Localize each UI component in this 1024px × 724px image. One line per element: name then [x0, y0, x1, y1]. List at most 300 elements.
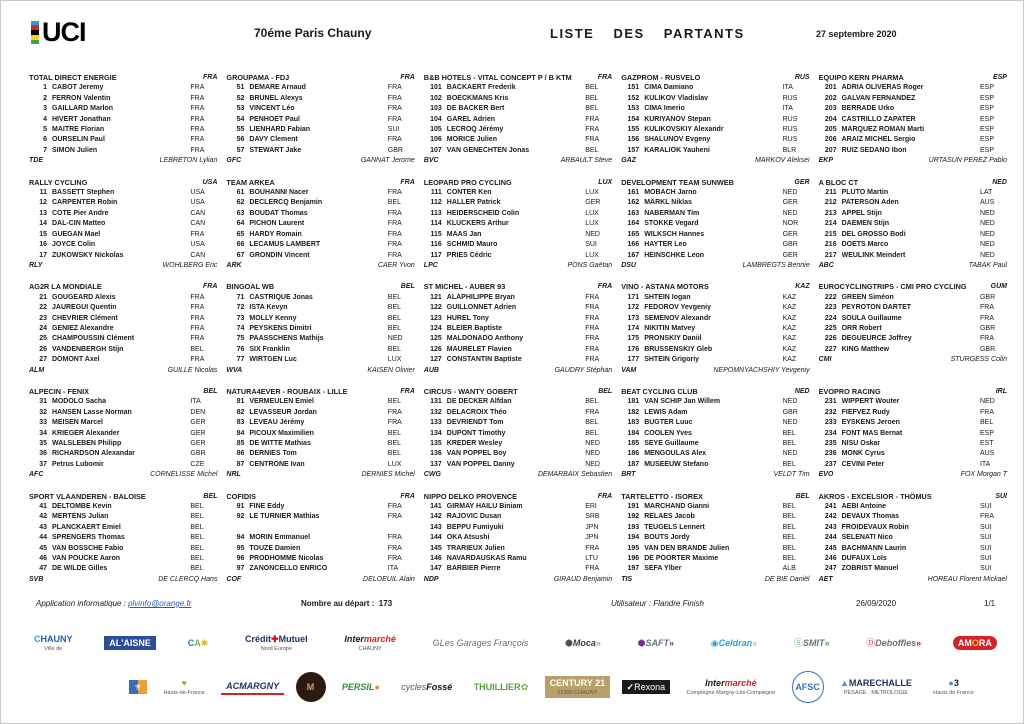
rider-row — [29, 219, 217, 229]
rider-name: KULIKOV Vladislav — [644, 94, 708, 102]
team-code: LPC — [423, 261, 438, 269]
rider-number: 51 — [236, 84, 245, 92]
rider-name: VAN DEN BRANDE Julien — [644, 544, 730, 552]
rider-nationality: GER — [782, 230, 798, 238]
rider-row — [226, 429, 414, 439]
rider-nationality: NED — [585, 440, 600, 447]
rider-row — [29, 230, 217, 240]
rider-name: FONT MAS Bernat — [841, 429, 903, 437]
rider-nationality: KAZ — [782, 356, 797, 364]
team-block — [424, 387, 612, 481]
rider-row — [226, 512, 414, 522]
team-header — [621, 178, 809, 188]
rider-row — [819, 544, 1007, 554]
team-country-label: RUS — [794, 74, 810, 81]
rider-number: 115 — [430, 230, 442, 238]
team-header — [29, 282, 217, 292]
team-code: ALM — [29, 366, 45, 374]
team-code: RLY — [29, 261, 43, 269]
rider-number: 161 — [627, 189, 640, 197]
rider-number: 173 — [627, 314, 640, 322]
rider-name: GAILLARD Marlon — [52, 105, 114, 113]
rider-nationality: BEL — [782, 555, 796, 563]
rider-name: PICHON Laurent — [249, 220, 305, 228]
app-email-link[interactable]: plvinfo@orange.fr — [128, 599, 192, 608]
rider-row — [621, 345, 809, 355]
rider-name: VAN SCHIP Jan Willem — [644, 398, 721, 406]
rider-nationality: GER — [190, 419, 206, 427]
team-country-label: NED — [992, 178, 1007, 186]
rider-nationality: NED — [387, 335, 403, 343]
rider-nationality: BLR — [782, 146, 797, 154]
team-footer — [621, 470, 809, 480]
rider-number: 122 — [430, 304, 442, 312]
rider-name: AEBI Antoine — [841, 503, 887, 511]
team-block — [819, 492, 1007, 586]
rider-number: 75 — [236, 335, 245, 343]
team-footer — [621, 366, 809, 376]
credit-mutuel-label: Crédit ✚ Mutuel — [245, 634, 308, 645]
rider-name: VAN GENECHTEN Jonas — [446, 146, 530, 154]
rider-nationality: BEL — [387, 304, 402, 312]
rider-name: BEPPU Fumiyuki — [446, 523, 504, 531]
rider-nationality: EST — [979, 440, 994, 447]
rider-row — [819, 345, 1007, 355]
team-director: ARBAULT Steve — [560, 157, 613, 165]
rider-nationality: CAN — [190, 209, 206, 217]
team-header — [819, 73, 1007, 83]
team-name: EVOPRO RACING — [818, 386, 881, 396]
rider-number: 174 — [627, 324, 640, 332]
rider-nationality: NED — [782, 450, 798, 458]
rider-number: 56 — [236, 136, 245, 144]
rider-name — [249, 523, 387, 533]
rider-name: MUSEEUW Stefano — [644, 460, 709, 468]
rider-number: 133 — [430, 419, 442, 427]
afsc-logo — [792, 671, 824, 703]
team-header — [29, 73, 217, 83]
rider-name: STOKKE Vegard — [644, 220, 699, 228]
rider-number: 191 — [627, 503, 640, 511]
rider-row — [29, 355, 217, 365]
team-block — [424, 282, 612, 376]
rider-name: BASSETT Stephen — [52, 189, 115, 197]
rider-row — [226, 408, 414, 418]
rider-number: 121 — [430, 293, 442, 301]
rider-number: 175 — [627, 335, 640, 343]
rider-name: MODOLO Sacha — [52, 398, 107, 406]
rider-name: KLUCKERS Arthur — [446, 220, 509, 228]
rider-nationality: BEL — [782, 460, 796, 468]
rider-number: 17 — [39, 251, 47, 259]
ac-margny-logo — [221, 679, 284, 695]
rider-name: HEIDERSCHEID Colin — [446, 209, 520, 217]
team-footer — [819, 261, 1007, 271]
team-code: COF — [226, 575, 242, 583]
rider-row — [226, 230, 414, 240]
rider-name: PLANCKAERT Emiel — [52, 523, 121, 531]
rider-nationality: FRA — [190, 115, 205, 123]
rider-number: 163 — [627, 209, 640, 217]
rider-number: 37 — [39, 460, 47, 468]
rider-row — [29, 293, 217, 303]
saft-logo — [633, 636, 679, 650]
team-footer — [226, 575, 414, 585]
rider-name: TEUGELS Lennert — [644, 523, 705, 531]
rider-name: RAJOVIC Dusan — [446, 513, 502, 521]
rider-nationality: LUX — [585, 251, 599, 259]
rider-nationality: CAN — [190, 251, 206, 259]
rider-name: DEVRIENDT Tom — [446, 419, 504, 427]
rider-nationality: GER — [782, 199, 798, 207]
team-name: AKROS - EXCELSIOR - THÖMUS — [818, 491, 932, 501]
rider-nationality: FRA — [387, 544, 402, 552]
celdran-label: ◉ Celdran » — [710, 637, 758, 648]
rider-name: GALVAN FERNANDEZ — [841, 94, 916, 102]
agglo-chauny-tergnier-la-fere-logo — [183, 636, 214, 650]
rider-row — [424, 334, 612, 344]
team-director: GAUDRY Stéphan — [554, 366, 613, 374]
rider-nationality: FRA — [387, 251, 402, 259]
team-footer — [621, 261, 809, 271]
rider-row — [424, 209, 612, 219]
rider-name: MORICE Julien — [446, 136, 497, 144]
rider-number: 31 — [39, 398, 47, 406]
rider-name: SHTEIN Iogan — [644, 293, 691, 301]
rider-name: TOUZE Damien — [249, 544, 301, 552]
rider-nationality: ESP — [979, 115, 994, 123]
rider-name: ALAPHILIPPE Bryan — [446, 293, 515, 301]
rider-name: DE BACKER Bert — [446, 105, 505, 113]
rider-row — [424, 251, 612, 261]
rider-number: 234 — [824, 429, 837, 437]
rider-name: DUFAUX Loïs — [841, 555, 887, 563]
rider-number: 126 — [430, 345, 442, 353]
rider-row — [621, 230, 809, 240]
rider-nationality: NED — [979, 220, 995, 228]
france-3-label: ● 3 — [948, 678, 959, 689]
team-country-label: FRA — [400, 492, 415, 500]
rider-number: 176 — [627, 345, 640, 353]
cycles-du-fosse-label: cycles Fossé — [401, 681, 453, 692]
rider-name: DECLERCQ Benjamin — [249, 199, 323, 207]
team-code: CWG — [423, 471, 441, 479]
rider-name: MOLLY Kenny — [249, 314, 297, 322]
rider-name: BLEIER Baptiste — [446, 324, 503, 332]
rider-nationality: CZE — [190, 460, 205, 468]
rider-nationality: NED — [979, 209, 995, 217]
rider-name: BOUTS Jordy — [644, 534, 690, 542]
rider-row — [226, 219, 414, 229]
team-country-label: BEL — [400, 283, 415, 291]
rider-nationality: FRA — [190, 146, 205, 154]
rider-row — [424, 135, 612, 145]
team-block — [819, 387, 1007, 481]
rider-row — [29, 83, 217, 93]
team-director: URTASUN PEREZ Pablo — [928, 157, 1007, 165]
rider-number: 73 — [236, 314, 245, 322]
print-date: 26/09/2020 — [856, 599, 897, 608]
rider-name: DAEMEN Stijn — [841, 220, 890, 228]
team-code: CMI — [818, 356, 832, 364]
team-name: COFIDIS — [226, 491, 256, 501]
rider-number: 224 — [824, 314, 837, 322]
rider-name: DE WITTE Mathias — [249, 440, 311, 447]
rider-name: CARPENTER Robin — [52, 199, 118, 207]
rider-row — [424, 439, 612, 449]
rider-number: 226 — [824, 335, 837, 343]
rider-number: 63 — [236, 209, 245, 217]
rider-nationality: FRA — [190, 230, 205, 238]
team-director: GANNAT Jerome — [360, 157, 415, 165]
rider-nationality: GBR — [782, 408, 798, 416]
rider-nationality: ESP — [979, 94, 994, 102]
rider-row — [819, 209, 1007, 219]
rider-list — [819, 502, 1007, 575]
document-title: LISTE DES PARTANTS — [550, 26, 745, 41]
rider-row — [424, 460, 612, 470]
rider-number: 124 — [430, 324, 442, 332]
rider-row — [819, 429, 1007, 439]
rider-row — [226, 345, 414, 355]
team-code: WVA — [226, 366, 243, 374]
rider-row — [819, 135, 1007, 145]
rider-nationality: FRA — [387, 230, 402, 238]
rider-number: 16 — [39, 241, 47, 249]
rider-name: MÄRKL Niklas — [644, 199, 692, 207]
rider-row — [226, 115, 414, 125]
rider-nationality: FRA — [585, 304, 600, 312]
rider-number: 94 — [236, 534, 245, 542]
rider-number: 106 — [430, 136, 442, 144]
rider-number: 223 — [824, 304, 837, 312]
rider-list — [621, 293, 809, 366]
rider-row — [226, 251, 414, 261]
thuillier-logo — [469, 680, 534, 694]
rider-nationality: ESP — [979, 136, 994, 144]
rider-name: SIMON Julien — [52, 146, 98, 154]
rider-name: NABERMAN Tim — [644, 209, 700, 217]
team-footer — [29, 575, 217, 585]
rider-row — [621, 219, 809, 229]
rider-number: 197 — [627, 565, 640, 573]
rider-number: 143 — [430, 523, 442, 531]
rider-name: ORR Robert — [841, 324, 882, 332]
rider-row — [29, 240, 217, 250]
rider-nationality: BEL — [782, 534, 796, 542]
afsc-label: AFSC — [795, 681, 820, 692]
team-footer — [226, 470, 414, 480]
team-country-label: FRA — [597, 283, 613, 291]
rider-number: 23 — [39, 314, 47, 322]
rider-nationality: FRA — [585, 115, 600, 123]
rider-nationality: ITA — [782, 105, 793, 113]
rider-name: PENHOET Paul — [249, 115, 300, 123]
rider-row — [226, 544, 414, 554]
rider-nationality: ITA — [782, 84, 793, 92]
amora-label: AM O RA — [957, 637, 992, 648]
rider-number: 114 — [430, 220, 442, 228]
amora-logo — [953, 636, 997, 650]
rider-row — [621, 460, 809, 470]
rider-row — [424, 554, 612, 564]
rider-name: LEVASSEUR Jordan — [249, 408, 317, 416]
rider-row — [819, 460, 1007, 470]
rider-number: 53 — [236, 105, 245, 113]
rider-row — [29, 554, 217, 564]
rider-row — [29, 135, 217, 145]
century-21-subtext: 02300 CHAUNY — [557, 689, 598, 696]
rider-row — [424, 293, 612, 303]
rider-name: FINE Eddy — [249, 503, 285, 511]
rider-number: 26 — [39, 345, 47, 353]
rider-row — [424, 324, 612, 334]
rider-row — [29, 251, 217, 261]
rider-row — [621, 533, 809, 543]
rider-row — [29, 429, 217, 439]
rider-nationality: FRA — [979, 335, 994, 343]
rider-number: 14 — [39, 220, 47, 228]
rider-nationality: LUX — [387, 356, 402, 364]
rider-nationality: NED — [585, 450, 600, 458]
thuillier-label: THUILLIER ✿ — [473, 681, 529, 692]
rider-row — [226, 83, 414, 93]
rider-list — [226, 293, 414, 366]
rider-number: 44 — [39, 534, 47, 542]
rider-row — [621, 209, 809, 219]
rider-row — [226, 135, 414, 145]
rexona-logo — [622, 680, 671, 694]
team-footer — [819, 575, 1007, 585]
rider-name: SOULA Guillaume — [841, 314, 902, 322]
team-name: EQUIPO KERN PHARMA — [818, 73, 904, 82]
team-block — [226, 178, 414, 272]
rider-number: 77 — [236, 356, 245, 364]
team-director: DEMARBAIX Sebastien — [537, 471, 613, 479]
rider-number: 232 — [824, 408, 837, 416]
rider-number: 42 — [39, 513, 47, 521]
rider-row — [819, 104, 1007, 114]
team-footer — [29, 470, 217, 480]
rider-name: PRODHOMME Nicolas — [249, 555, 324, 563]
rider-nationality: BEL — [782, 544, 796, 552]
margny-les-compiegne-blason-label: ⚜ — [134, 681, 143, 692]
rider-row — [424, 523, 612, 533]
rider-number: 91 — [236, 503, 245, 511]
rider-name: WEULINK Meindert — [841, 251, 906, 259]
rider-list — [29, 293, 217, 366]
rider-nationality: KAZ — [782, 293, 797, 301]
rider-nationality: BEL — [190, 544, 204, 552]
rider-number: 227 — [824, 345, 837, 353]
rider-number: 83 — [236, 419, 245, 427]
aisne-logo — [104, 636, 156, 650]
rider-name: GUEGAN Mael — [52, 230, 101, 238]
team-name: NATURA4EVER - ROUBAIX - LILLE — [226, 386, 348, 396]
team-footer — [819, 470, 1007, 480]
rider-name: BOUDAT Thomas — [249, 209, 308, 217]
rider-nationality: BEL — [585, 429, 599, 437]
rider-number: 193 — [627, 523, 640, 531]
france-3-subtext: Hauts de France — [933, 689, 974, 696]
rider-row — [819, 303, 1007, 313]
rider-name: BACHMANN Laurin — [841, 544, 907, 552]
rider-number: 222 — [824, 293, 837, 301]
rider-number: 142 — [430, 513, 442, 521]
rider-name: HUREL Tony — [446, 314, 489, 322]
rider-number: 167 — [627, 251, 640, 259]
rider-row — [29, 314, 217, 324]
rider-number: 196 — [627, 555, 640, 563]
rider-name: SHALUNOV Evgeny — [644, 136, 711, 144]
team-block — [621, 178, 809, 272]
persil-label: PERSIL ● — [341, 681, 380, 692]
rider-row — [621, 251, 809, 261]
team-footer — [424, 366, 612, 376]
rider-row — [29, 397, 217, 407]
sponsor-logos — [29, 623, 997, 711]
rider-row — [29, 104, 217, 114]
rider-name: LE TURNIER Mathias — [249, 513, 320, 521]
rider-name: KRIEGER Alexander — [52, 429, 120, 437]
ville-de-chauny-logo — [29, 632, 78, 654]
rider-row — [424, 240, 612, 250]
rider-row — [226, 418, 414, 428]
team-name: LEOPARD PRO CYCLING — [423, 177, 512, 187]
intermarche-chauny-label: Inter marché — [344, 634, 396, 645]
rider-nationality: KAZ — [782, 314, 797, 322]
team-header — [819, 492, 1007, 502]
rider-row — [621, 104, 809, 114]
rider-nationality: FRA — [585, 324, 600, 332]
rider-row — [424, 512, 612, 522]
rider-number: 172 — [627, 304, 640, 312]
rider-number: 4 — [43, 115, 47, 123]
rider-name: MENGOULAS Alex — [644, 450, 707, 458]
smit-label: Ⓢ SMIT » — [793, 637, 830, 648]
rider-number: 66 — [236, 241, 245, 249]
century-21-label: CENTURY 21 — [549, 678, 606, 689]
rider-name: HARDY Romain — [249, 230, 302, 238]
rider-name: MARQUEZ ROMAN Marti — [841, 126, 925, 134]
rider-nationality: ESP — [979, 84, 994, 92]
rider-number: 92 — [236, 513, 245, 521]
rider-row — [819, 219, 1007, 229]
team-block — [29, 178, 217, 272]
rider-name: FEDOROV Yevgeniy — [644, 304, 711, 312]
rider-number: 137 — [430, 460, 442, 468]
rider-nationality: FRA — [585, 314, 600, 322]
rider-row — [29, 408, 217, 418]
rider-number: 104 — [430, 115, 442, 123]
rider-nationality: FRA — [585, 356, 600, 364]
rider-row — [819, 251, 1007, 261]
margny-les-compiegne-blason-logo — [129, 680, 147, 694]
rider-name: BOECKMANS Kris — [446, 94, 509, 102]
rider-nationality: FRA — [190, 324, 205, 332]
rider-row — [29, 209, 217, 219]
rider-number: 246 — [824, 555, 837, 563]
rider-number: 152 — [627, 94, 640, 102]
rider-nationality: FRA — [190, 304, 205, 312]
rider-name: NISU Oskar — [841, 440, 881, 447]
rider-nationality: LTU — [585, 555, 598, 563]
rider-name: LEWIS Adam — [644, 408, 688, 416]
rider-nationality: FRA — [585, 293, 600, 301]
rider-row — [621, 564, 809, 574]
rider-name: KURIYANOV Stepan — [644, 115, 711, 123]
rider-nationality: FRA — [387, 136, 402, 144]
